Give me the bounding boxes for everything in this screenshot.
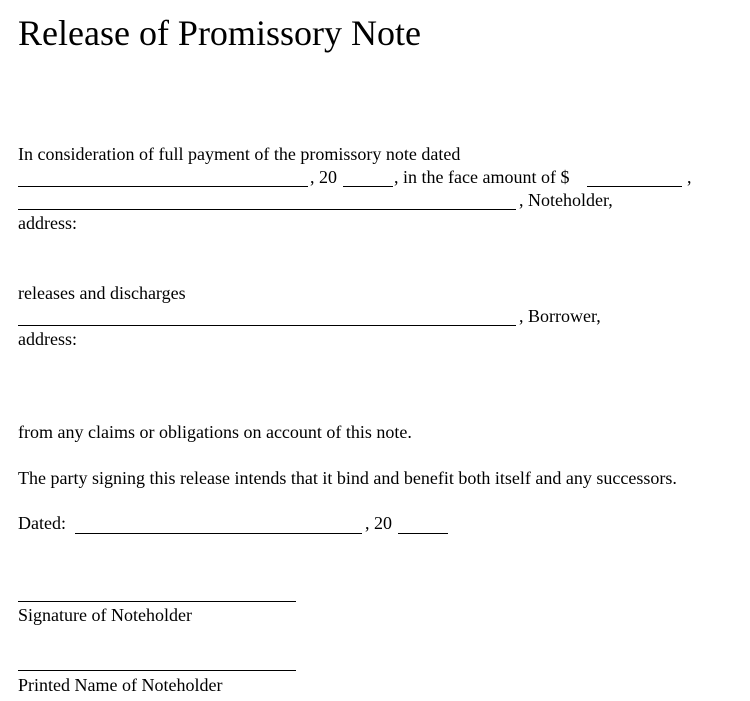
page-title: Release of Promissory Note: [18, 13, 421, 53]
dated-year-blank[interactable]: [398, 533, 448, 534]
borrower-suffix-text: , Borrower,: [519, 306, 601, 326]
dated-label: Dated:: [18, 513, 66, 533]
intro-text: In consideration of full payment of the promissory note dated: [18, 144, 461, 164]
signature-label: Signature of Noteholder: [18, 605, 192, 625]
signature-line[interactable]: [18, 601, 296, 602]
intent-text: The party signing this release intends that it bind and benefit both itself and any successors.: [18, 468, 677, 488]
printed-name-label: Printed Name of Noteholder: [18, 675, 223, 695]
comma-text: ,: [687, 167, 692, 187]
borrower-name-blank[interactable]: [18, 325, 516, 326]
face-amount-text: , in the face amount of $: [394, 167, 570, 187]
dated-comma-20-text: , 20: [365, 513, 392, 533]
noteholder-address-label: address:: [18, 213, 77, 233]
borrower-address-label: address:: [18, 329, 77, 349]
dated-blank[interactable]: [75, 533, 362, 534]
noteholder-suffix-text: , Noteholder,: [519, 190, 613, 210]
noteholder-name-blank[interactable]: [18, 209, 516, 210]
face-amount-blank[interactable]: [587, 186, 682, 187]
releases-text: releases and discharges: [18, 283, 186, 303]
note-date-blank[interactable]: [18, 186, 308, 187]
claims-text: from any claims or obligations on account of this note.: [18, 422, 412, 442]
printed-name-line[interactable]: [18, 670, 296, 671]
note-year-blank[interactable]: [343, 186, 393, 187]
comma-20-text: , 20: [310, 167, 337, 187]
